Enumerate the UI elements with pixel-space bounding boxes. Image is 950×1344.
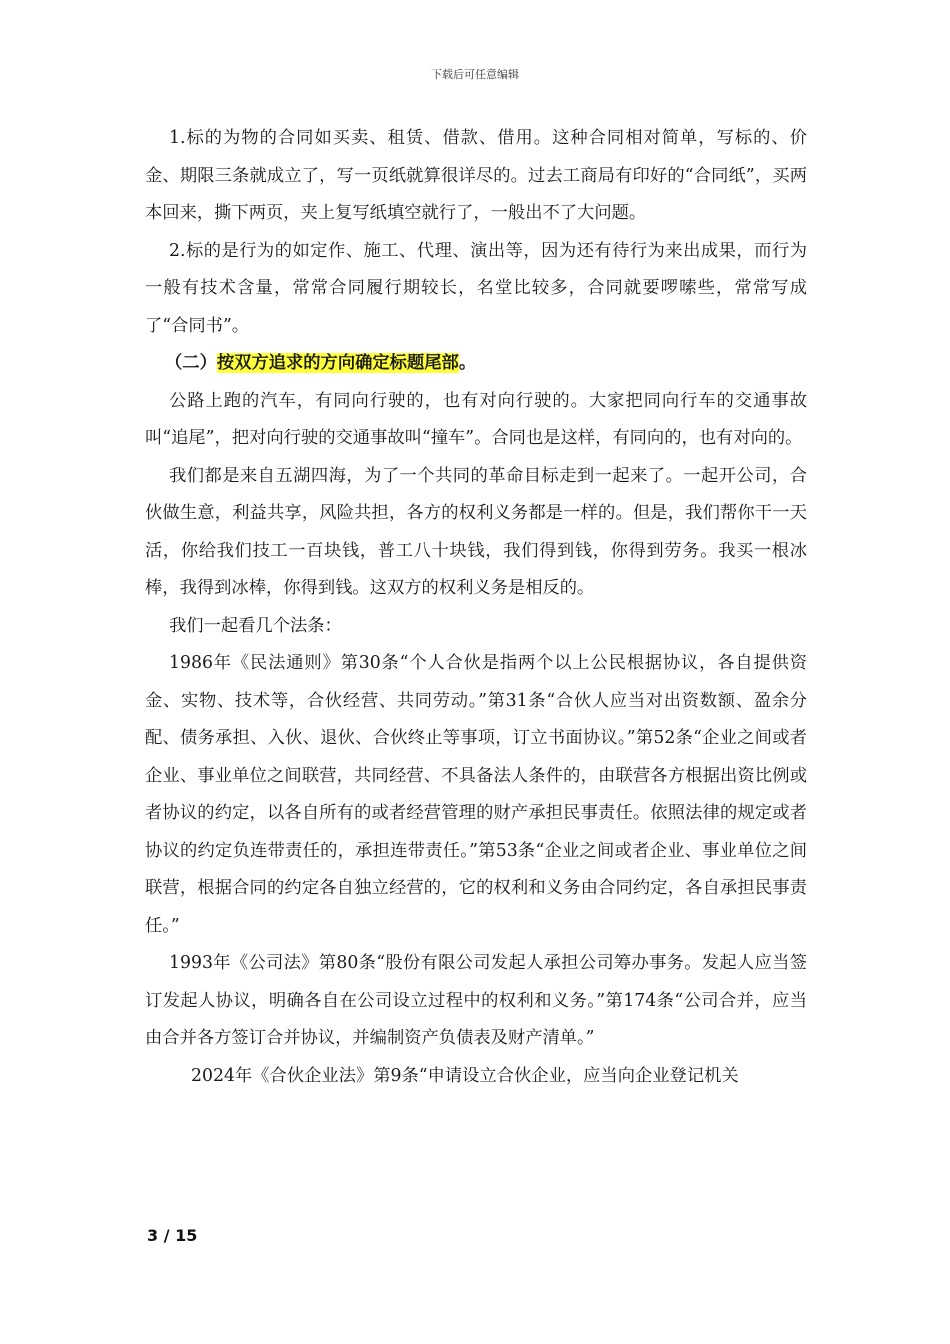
paragraph-4: 我们都是来自五湖四海，为了一个共同的革命目标走到一起来了。一起开公司，合伙做生意，利益共享，风险共担，各方的权利义务都是一样的。但是，我们帮你干一天活，你给我们技工一百块钱，普工八十块钱，我们得到钱，你得到劳务。我买一根冰棒，我得到冰棒，你得到钱。这双方的权利义务是相反的。 xyxy=(145,465,807,598)
heading-prefix: （二） xyxy=(165,353,217,373)
paragraph-2: 2.标的是行为的如定作、施工、代理、演出等，因为还有待行为来出成果，而行为一般有技术含量，常常合同履行期较长，名堂比较多，合同就要啰嗦些，常常写成了“合同书”。 xyxy=(145,240,807,336)
paragraph-1: 1.标的为物的合同如买卖、租赁、借款、借用。这种合同相对简单，写标的、价金、期限三条就成立了，写一页纸就算很详尽的。过去工商局有印好的“合同纸”，买两本回来，撕下两页，夹上复写纸填空就行了，一般出不了大问题。 xyxy=(145,128,807,223)
paragraph-7: 1993年《公司法》第80条“股份有限公司发起人承担公司筹办事务。发起人应当签订发起人协议，明确各自在公司设立过程中的权利和义务。”第174条“公司合并，应当由合并各方签订合并协议，并编制资产负债表及财产清单。” xyxy=(145,953,807,1048)
section-heading xyxy=(145,345,807,383)
paragraph-6: 1986年《民法通则》第30条“个人合伙是指两个以上公民根据协议，各自提供资金、实物、技术等，合伙经营、共同劳动。”第31条“合伙人应当对出资数额、盈余分配、债务承担、入伙、退伙、合伙终止等事项，订立书面协议。”第52条“企业之间或者企业、事业单位之间联营，共同经营、不具备法人条件的，由联营各方根据出资比例或者协议的约定，以各自所有的或者经营管理的财产承担民事责任。依照法律的规定或者协议的约定负连带责任的，承担连带责任。”第53条“企业之间或者企业、事业单位之间联营，根据合同的约定各自独立经营的，它的权利和义务由合同约定，各自承担民事责任。” xyxy=(145,653,807,936)
document-body xyxy=(145,120,807,1095)
paragraph-5: 我们一起看几个法条： xyxy=(169,615,342,636)
paragraph-3: 公路上跑的汽车，有同向行驶的，也有对向行驶的。大家把同向行车的交通事故叫“追尾”，把对向行驶的交通事故叫“撞车”。合同也是这样，有同向的，也有对向的。 xyxy=(145,390,807,448)
heading-highlight: 按双方追求的方向确定标题尾部 xyxy=(216,353,459,373)
heading-suffix: 。 xyxy=(458,353,477,373)
page-header: 下载后可任意编辑 xyxy=(431,68,519,81)
paragraph-8: 2024年《合伙企业法》第9条“申请设立合伙企业，应当向企业登记机关 xyxy=(191,1065,739,1086)
page-number: 3 / 15 xyxy=(147,1226,198,1245)
